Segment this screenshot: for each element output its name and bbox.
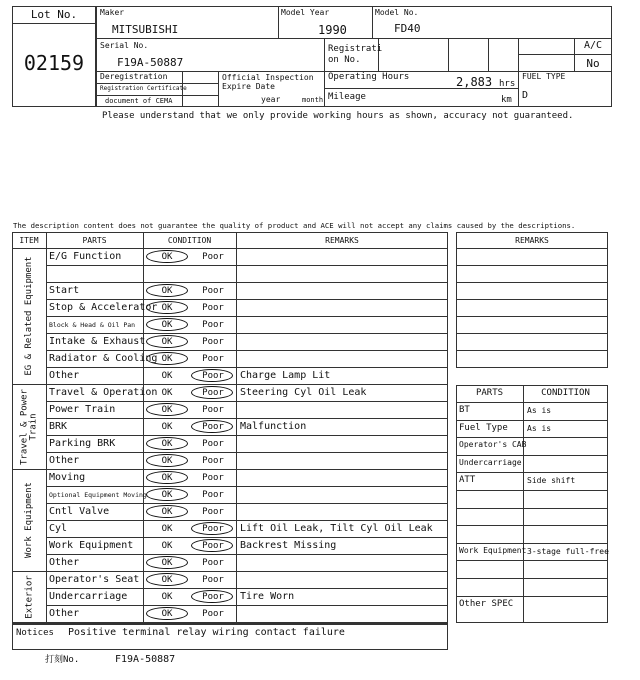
remark-text: Backrest Missing	[240, 540, 337, 551]
spec-row-line	[456, 490, 608, 491]
fuel-type-label: FUEL TYPE	[522, 72, 566, 81]
spec-part: Other SPEC	[459, 598, 514, 609]
poor-circle	[191, 590, 233, 603]
part-name: Moving	[49, 472, 86, 483]
lot-label: Lot No.	[30, 8, 78, 21]
part-name: Other	[49, 370, 80, 381]
spec-part: BT	[459, 405, 470, 415]
model-year-value: 1990	[318, 23, 347, 37]
ok-circle	[146, 556, 188, 569]
remark-text: Lift Oil Leak, Tilt Cyl Oil Leak	[240, 523, 433, 534]
poor-option: Poor	[202, 252, 224, 262]
disclaimer: The description content does not guarantee the quality of product and ACE will not accept any claims caused by the descriptions.	[13, 221, 576, 230]
poor-option: Poor	[202, 575, 224, 585]
group-label: Travel & Power Train	[19, 388, 38, 465]
part-name: E/G Function	[49, 251, 122, 262]
stamp-label: 打刻No.	[45, 655, 80, 665]
part-name: Work Equipment	[49, 540, 134, 551]
ok-circle	[146, 403, 188, 416]
poor-circle	[191, 386, 233, 399]
poor-option: Poor	[202, 609, 224, 619]
cema-label: document of CEMA	[105, 97, 173, 105]
poor-option: Poor	[202, 422, 224, 432]
poor-circle	[191, 420, 233, 433]
hours-notice: Please understand that we only provide working hours as shown, accuracy not guaranteed.	[102, 111, 574, 121]
poor-circle	[191, 539, 233, 552]
part-name: Stop & Accelerator	[49, 302, 158, 313]
part-name: Undercarriage	[49, 591, 128, 602]
remark-line	[456, 248, 608, 249]
ok-option: OK	[161, 388, 173, 398]
spec-part: ATT	[459, 475, 476, 486]
operating-hours-label: Operating Hours	[328, 72, 410, 82]
poor-option: Poor	[202, 371, 224, 381]
notices-text: Positive terminal relay wiring contact failure	[68, 627, 345, 638]
fuel-type-value: D	[522, 90, 529, 101]
ok-option: OK	[161, 575, 173, 585]
spec-part: Fuel Type	[459, 422, 508, 433]
ok-option: OK	[161, 490, 173, 500]
part-name: Radiator & Cooling	[49, 353, 158, 364]
row-divider	[46, 588, 448, 589]
part-name: Other	[49, 455, 80, 466]
row-divider	[46, 299, 448, 300]
ok-option: OK	[161, 320, 173, 330]
poor-option: Poor	[202, 456, 224, 466]
ok-option: OK	[161, 439, 173, 449]
spec-part: Undercarriage	[459, 457, 522, 467]
poor-option: Poor	[202, 541, 224, 551]
remark-line	[456, 299, 608, 300]
part-name: Intake & Exhaust	[49, 336, 146, 347]
spec-col-condition: CONDITION	[541, 388, 590, 398]
spec-row-line	[456, 437, 608, 438]
group-label: Exterior	[24, 574, 34, 619]
poor-option: Poor	[202, 354, 224, 364]
row-divider	[46, 435, 448, 436]
group-label: Work Equipment	[24, 482, 34, 558]
lot-number: 02159	[23, 51, 85, 75]
col-remarks-header: REMARKS	[325, 236, 359, 245]
remark-line	[456, 265, 608, 266]
spec-row-line	[456, 455, 608, 456]
part-name: Power Train	[49, 404, 116, 415]
part-name: Block & Head & Oil Pan	[49, 321, 136, 329]
ok-option: OK	[161, 303, 173, 313]
part-name: BRK	[49, 421, 68, 432]
ok-circle	[146, 301, 188, 314]
ok-circle	[146, 454, 188, 467]
year-label: year	[261, 95, 281, 104]
part-name: Cyl	[49, 523, 68, 534]
spec-condition: As is	[527, 406, 552, 415]
serial-label: Serial No.	[100, 41, 149, 50]
ok-option: OK	[161, 592, 173, 602]
row-divider	[46, 350, 448, 351]
poor-option: Poor	[202, 558, 224, 568]
ok-option: OK	[161, 371, 173, 381]
model-year-label: Model Year	[281, 8, 330, 17]
row-divider	[46, 452, 448, 453]
part-name: Start	[49, 285, 80, 296]
remark-line	[456, 350, 608, 351]
ok-option: OK	[161, 541, 173, 551]
ok-option: OK	[161, 286, 173, 296]
spec-condition: Side shift	[527, 476, 576, 486]
spec-row-line	[456, 596, 608, 597]
row-divider	[46, 605, 448, 606]
row-divider	[12, 622, 448, 623]
inspection-label: Official Inspection Expire Date	[222, 73, 314, 91]
row-divider	[46, 503, 448, 504]
ok-circle	[146, 437, 188, 450]
ok-option: OK	[161, 456, 173, 466]
remark-text: Tire Worn	[240, 591, 295, 602]
col-parts-header: PARTS	[82, 236, 107, 245]
row-divider	[46, 554, 448, 555]
ok-circle	[146, 335, 188, 348]
spec-row-line	[456, 402, 608, 403]
row-divider	[46, 333, 448, 334]
poor-option: Poor	[202, 388, 224, 398]
group-label: EG & Related Equipment	[24, 256, 34, 376]
poor-circle	[191, 369, 233, 382]
month-label: month	[302, 96, 324, 104]
poor-option: Poor	[202, 524, 224, 534]
ac-value: No	[586, 57, 600, 70]
row-divider	[46, 316, 448, 317]
part-name: Operator's Seat	[49, 574, 140, 585]
model-no-label: Model No.	[375, 8, 419, 17]
row-divider	[46, 282, 448, 283]
ok-option: OK	[161, 473, 173, 483]
ok-option: OK	[161, 337, 173, 347]
row-divider	[46, 537, 448, 538]
spec-row-line	[456, 525, 608, 526]
ok-circle	[146, 488, 188, 501]
part-name: Other	[49, 557, 80, 568]
ok-option: OK	[161, 422, 173, 432]
remark-text: Steering Cyl Oil Leak	[240, 387, 367, 398]
poor-option: Poor	[202, 337, 224, 347]
ok-circle	[146, 250, 188, 263]
row-divider	[46, 265, 448, 266]
poor-option: Poor	[202, 592, 224, 602]
ok-circle	[146, 607, 188, 620]
maker-label: Maker	[100, 8, 125, 17]
poor-option: Poor	[202, 303, 224, 313]
ok-option: OK	[161, 405, 173, 415]
poor-option: Poor	[202, 405, 224, 415]
poor-option: Poor	[202, 286, 224, 296]
col-item-header: ITEM	[19, 236, 39, 245]
row-divider	[12, 469, 448, 470]
part-name: Other	[49, 608, 80, 619]
reg-cert-label: Registration Certificate	[100, 85, 187, 92]
spec-condition: As is	[527, 423, 552, 433]
spec-row-line	[456, 578, 608, 579]
remark-line	[456, 282, 608, 283]
spec-row-line	[456, 560, 608, 561]
poor-circle	[191, 522, 233, 535]
spec-part: Operator's CAB	[459, 440, 527, 450]
right-remarks-header: REMARKS	[515, 236, 549, 245]
registration-label: Registrati on No.	[328, 44, 383, 65]
spec-col-parts: PARTS	[475, 388, 504, 398]
ok-option: OK	[161, 354, 173, 364]
spec-condition: 3-stage full-free	[527, 546, 609, 556]
remark-line	[456, 333, 608, 334]
spec-row-line	[456, 420, 608, 421]
poor-option: Poor	[202, 320, 224, 330]
spec-row-line	[456, 508, 608, 509]
remark-text: Malfunction	[240, 421, 307, 432]
row-divider	[46, 367, 448, 368]
part-name: Optional Equipment Moving	[49, 491, 147, 499]
deregistration-label: Deregistration	[100, 72, 168, 81]
ok-circle	[146, 352, 188, 365]
ok-option: OK	[161, 252, 173, 262]
ok-circle	[146, 573, 188, 586]
part-name: Cntl Valve	[49, 506, 110, 517]
row-divider	[46, 520, 448, 521]
remark-line	[456, 316, 608, 317]
ok-circle	[146, 505, 188, 518]
spec-row-line	[456, 472, 608, 473]
row-divider	[46, 418, 448, 419]
row-divider	[12, 384, 448, 385]
stamp-value: F19A-50887	[115, 654, 176, 665]
km-unit: km	[501, 95, 512, 105]
row-divider	[46, 486, 448, 487]
part-name: Travel & Operation	[49, 387, 158, 398]
model-no-value: FD40	[394, 22, 421, 35]
ac-label: A/C	[583, 40, 603, 51]
ok-option: OK	[161, 609, 173, 619]
remark-text: Charge Lamp Lit	[240, 370, 331, 381]
poor-option: Poor	[202, 439, 224, 449]
ok-option: OK	[161, 524, 173, 534]
col-condition-header: CONDITION	[167, 236, 212, 245]
spec-part: Work Equipment	[459, 545, 527, 555]
poor-option: Poor	[202, 473, 224, 483]
operating-hours-value: 2,883	[456, 75, 493, 89]
ok-option: OK	[161, 507, 173, 517]
row-divider	[12, 571, 448, 572]
ok-circle	[146, 318, 188, 331]
hrs-unit: hrs	[499, 79, 516, 89]
serial-value: F19A-50887	[117, 56, 184, 69]
mileage-label: Mileage	[328, 92, 366, 102]
spec-row-line	[456, 543, 608, 544]
ok-option: OK	[161, 558, 173, 568]
ok-circle	[146, 471, 188, 484]
row-divider	[46, 401, 448, 402]
poor-option: Poor	[202, 490, 224, 500]
part-name: Parking BRK	[49, 438, 116, 449]
notices-label: Notices	[16, 628, 54, 638]
maker-value: MITSUBISHI	[112, 23, 179, 36]
ok-circle	[146, 284, 188, 297]
poor-option: Poor	[202, 507, 224, 517]
